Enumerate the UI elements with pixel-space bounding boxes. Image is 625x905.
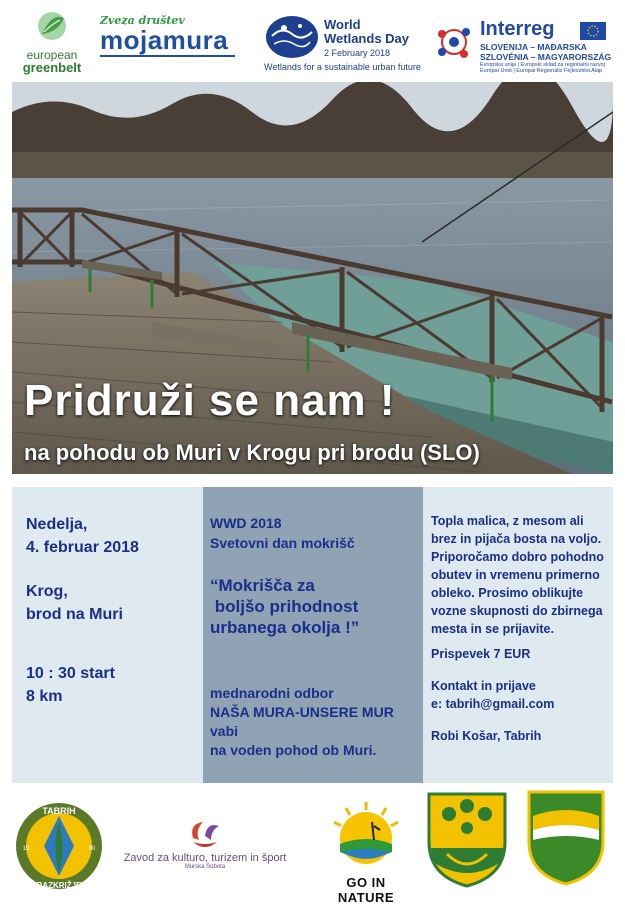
info-line5: obleko. Prosimo oblikujte	[431, 586, 584, 600]
interreg-line1: SLOVENIJA – MAĐARSKA	[480, 42, 587, 52]
event-start-time: 10 : 30 start	[26, 665, 115, 682]
european-greenbelt-logo	[22, 10, 82, 75]
go-in-nature-logo	[318, 800, 414, 905]
tabrih-top-text: TABRIH	[42, 806, 76, 816]
event-date-full: 4. februar 2018	[26, 539, 139, 556]
interreg-title: Interreg	[480, 18, 555, 40]
go-in-nature-sun-icon	[326, 800, 406, 866]
contact-email[interactable]: e: tabrih@gmail.com	[431, 697, 555, 711]
event-place-detail: brod na Muri	[26, 606, 123, 623]
tabrih-year2: 90	[88, 846, 96, 852]
contact	[431, 677, 554, 713]
zavod-symbol-icon	[185, 818, 225, 852]
event-place	[26, 580, 123, 626]
interreg-logo	[434, 18, 612, 78]
tabrih-year1: 19	[22, 846, 30, 852]
zavod-name: Zavod za kulturo, turizem in šport	[123, 852, 287, 864]
quote-line1: “Mokrišča za	[210, 576, 315, 595]
mojamura-small: Zveza društev	[100, 14, 185, 27]
info-line7: mesta in se prijavite.	[431, 622, 554, 636]
tabrih-bottom-text: RAZKRIŽJE	[36, 881, 82, 890]
invite-line2: NAŠA MURA-UNSERE MUR	[210, 704, 394, 720]
invite-line1: mednarodni odbor	[210, 685, 334, 701]
info-line2: brez in pijača bosta na voljo.	[431, 532, 602, 546]
fee: Prispevek 7 EUR	[431, 647, 531, 661]
zavod-city: Murska Sobota	[184, 864, 226, 870]
wwd-quote	[210, 575, 359, 638]
egb-line2: greenbelt	[22, 60, 82, 75]
invite-line3: vabi	[210, 723, 239, 739]
zavod-logo	[120, 818, 290, 870]
municipal-coat-of-arms-2	[527, 790, 605, 886]
wwd-slogan: Wetlands for a sustainable urban future	[264, 62, 421, 72]
event-distance: 8 km	[26, 688, 63, 705]
event-date	[26, 513, 139, 559]
invite-line4: na voden pohod ob Muri.	[210, 742, 377, 758]
mojamura-big: mojamura	[100, 25, 229, 55]
wwd-title: World Wetlands Day	[324, 17, 410, 46]
interreg-line2: SZLOVÉNIA – MAGYARORSZÁG	[480, 52, 612, 62]
event-date-day: Nedelja,	[26, 516, 88, 533]
info-line6: vozne skupnosti do zbirnega	[431, 604, 603, 618]
contact-label: Kontakt in prijave	[431, 679, 536, 693]
wwd-date: 2 February 2018	[324, 48, 391, 58]
world-wetlands-day-logo	[264, 14, 421, 74]
organizer-invite	[210, 684, 394, 760]
event-place-town: Krog,	[26, 583, 68, 600]
wwd-year: WWD 2018	[210, 515, 282, 531]
tabrih-emblem	[14, 800, 104, 892]
interreg-line4: Európai Unió | Európai Regionális Fejlesztési Alap	[480, 68, 603, 74]
go-in-nature-label: GO IN NATURE	[337, 875, 395, 905]
wwd-heading	[210, 513, 355, 553]
egb-line1: european	[26, 48, 78, 62]
subheadline: na pohodu ob Muri v Krogu pri brodu (SLO)	[24, 440, 480, 465]
mojamura-underline	[100, 55, 235, 57]
quote-line3: urbanega okolja !”	[210, 618, 360, 637]
headline: Pridruži se nam !	[24, 376, 396, 425]
eu-flag-icon	[580, 22, 606, 40]
info-line1: Topla malica, z mesom ali	[431, 514, 584, 528]
info-line4: obutev in vremenu primerno	[431, 568, 600, 582]
municipal-coat-of-arms-1	[427, 792, 507, 888]
wetlands-globe-icon	[264, 14, 320, 60]
greenbelt-leaf-icon	[32, 10, 72, 42]
quote-line2: boljšo prihodnost	[210, 597, 359, 616]
wwd-name: Svetovni dan mokrišč	[210, 535, 355, 551]
info-line3: Priporočamo dobro pohodno	[431, 550, 604, 564]
mojamura-logo	[100, 14, 238, 64]
event-info	[431, 512, 609, 638]
interreg-line3: Evropska unija | Evropski sklad za regionalni razvoj	[480, 62, 605, 68]
event-time	[26, 662, 115, 708]
interreg-network-icon	[434, 22, 474, 62]
contact-people: Robi Košar, Tabrih	[431, 729, 542, 743]
